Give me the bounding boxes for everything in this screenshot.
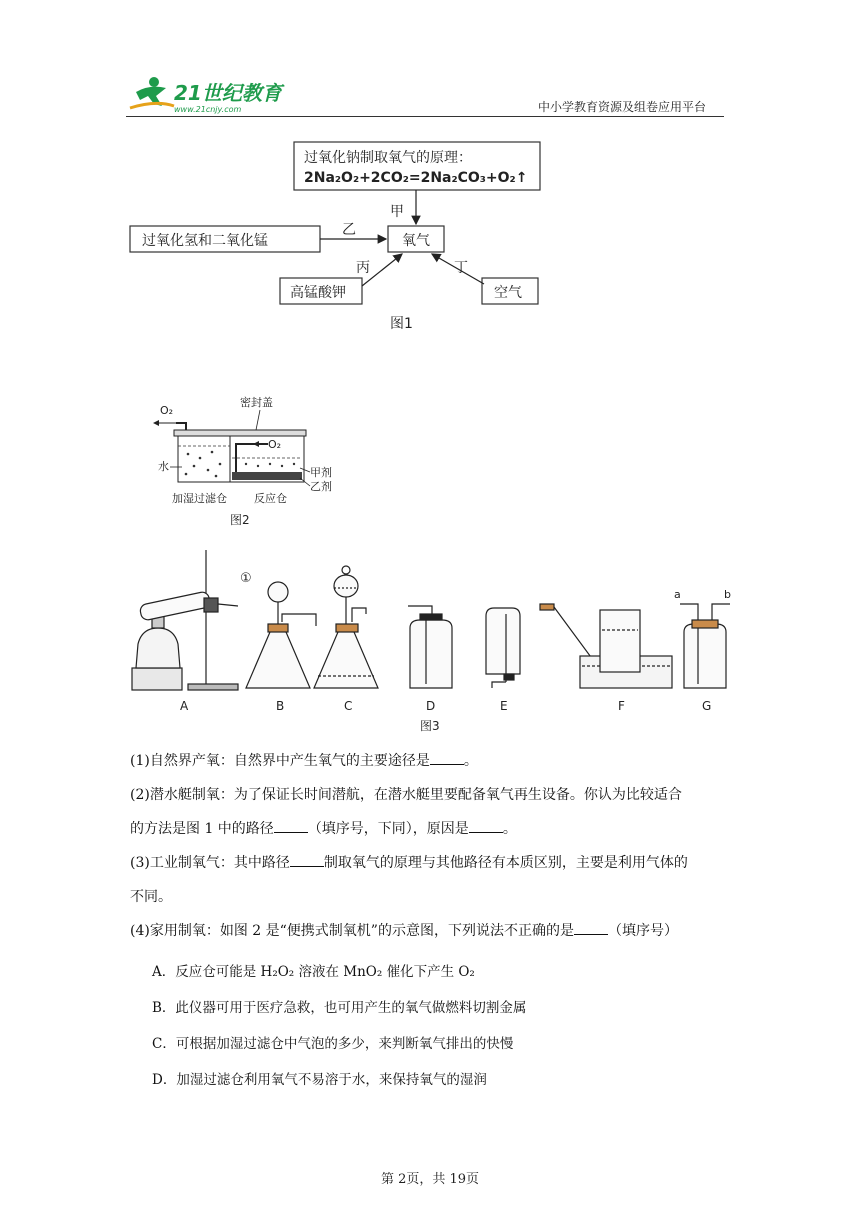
water-label: 水	[158, 460, 169, 473]
answer-blank-4[interactable]	[290, 852, 324, 867]
apparatus-b	[246, 582, 316, 688]
answer-blank-3[interactable]	[469, 818, 503, 833]
question-2-line1: (2)潜水艇制氧：为了保证长时间潜航，在潜水艇里要配备氧气再生设备。你认为比较适合	[130, 787, 682, 803]
lid-label: 密封盖	[240, 396, 273, 409]
label-a: A	[180, 699, 189, 713]
oxygen-label: 氧气	[402, 233, 430, 249]
path-label-jia: 甲	[390, 204, 404, 220]
principle-equation: 2Na₂O₂+2CO₂=2Na₂CO₃+O₂↑	[304, 170, 528, 186]
question-4-text-b: （填序号）	[607, 923, 678, 939]
answer-blank-1[interactable]	[430, 750, 464, 765]
path-label-bing: 丙	[356, 260, 370, 276]
label-g: G	[702, 699, 712, 713]
apparatus-c	[314, 566, 378, 688]
platform-name: 中小学教育资源及组卷应用平台	[538, 100, 707, 114]
answer-blank-5[interactable]	[574, 920, 608, 935]
option-c: C．可根据加湿过滤仓中气泡的多少，来判断氧气排出的快慢	[152, 1036, 514, 1052]
figure-3-apparatus	[120, 544, 740, 740]
sealing-lid	[174, 430, 306, 436]
agent-b-label: 乙剂	[310, 480, 332, 493]
path-label-ding: 丁	[454, 260, 468, 276]
label-f: F	[618, 699, 625, 713]
header-divider	[126, 116, 724, 117]
apparatus-a	[132, 550, 238, 690]
site-logo	[126, 70, 296, 116]
label-b: B	[276, 699, 285, 713]
option-a: A．反应仓可能是 H₂O₂ 溶液在 MnO₂ 催化下产生 O₂	[152, 964, 475, 980]
question-3-text-a: (3)工业制氧气：其中路径	[130, 855, 290, 871]
principle-line1: 过氧化钠制取氧气的原理：	[304, 150, 472, 166]
question-3-line2: 不同。	[130, 889, 172, 905]
figure-1-caption: 图1	[390, 316, 413, 332]
figure-2-caption: 图2	[230, 513, 250, 527]
question-2-end: 。	[502, 821, 517, 837]
question-4-text-a: (4)家用制氧：如图 2 是“便携式制氧机”的示意图，下列说法不正确的是	[130, 923, 574, 939]
question-3-line1	[130, 852, 688, 874]
question-4	[130, 920, 678, 942]
tube-label-a: a	[674, 588, 681, 601]
logo-url: www.21cnjy.com	[174, 105, 242, 114]
answer-blank-2[interactable]	[274, 818, 308, 833]
logo-text: 21世纪教育	[174, 81, 282, 105]
reaction-chamber-label: 反应仓	[254, 492, 287, 505]
apparatus-g	[680, 604, 730, 688]
label-e: E	[500, 699, 508, 713]
question-3-text-b: 制取氧气的原理与其他路径有本质区别，主要是利用气体的	[323, 855, 688, 871]
question-1	[130, 750, 478, 772]
kmno4-label: 高锰酸钾	[290, 285, 346, 301]
apparatus-e	[486, 608, 520, 688]
option-d: D．加湿过滤仓利用氧气不易溶于水，来保持氧气的湿润	[152, 1072, 487, 1088]
question-1-text: (1)自然界产氧：自然界中产生氧气的主要途径是	[130, 753, 430, 769]
runner-logo-icon	[130, 77, 174, 108]
marker-1: ①	[240, 571, 252, 586]
label-c: C	[344, 699, 353, 713]
page-number: 第 2页，共 19页	[380, 1172, 480, 1187]
o2-out-label: O₂	[160, 404, 174, 417]
question-2-line2	[130, 818, 517, 840]
humidify-chamber-label: 加湿过滤仓	[172, 492, 227, 505]
apparatus-d	[408, 606, 452, 688]
h2o2-mno2-label: 过氧化氢和二氧化锰	[142, 233, 268, 249]
option-b: B．此仪器可用于医疗急救，也可用产生的氧气做燃料切割金属	[152, 1000, 527, 1016]
agent-a-label: 甲剂	[310, 466, 332, 479]
figure-1-diagram	[120, 136, 560, 336]
agent-b-layer	[232, 472, 302, 480]
apparatus-f	[540, 604, 672, 688]
figure-2-diagram	[150, 388, 350, 534]
question-1-end: 。	[463, 753, 478, 769]
path-label-yi: 乙	[342, 222, 356, 238]
label-d: D	[426, 699, 436, 713]
question-2-text-b: （填序号，下同），原因是	[307, 821, 469, 837]
tube-label-b: b	[724, 588, 731, 601]
question-2-text-a: 的方法是图 1 中的路径	[130, 821, 274, 837]
o2-inner-label: O₂	[268, 438, 282, 451]
figure-3-caption: 图3	[420, 719, 440, 733]
air-label: 空气	[494, 285, 522, 301]
